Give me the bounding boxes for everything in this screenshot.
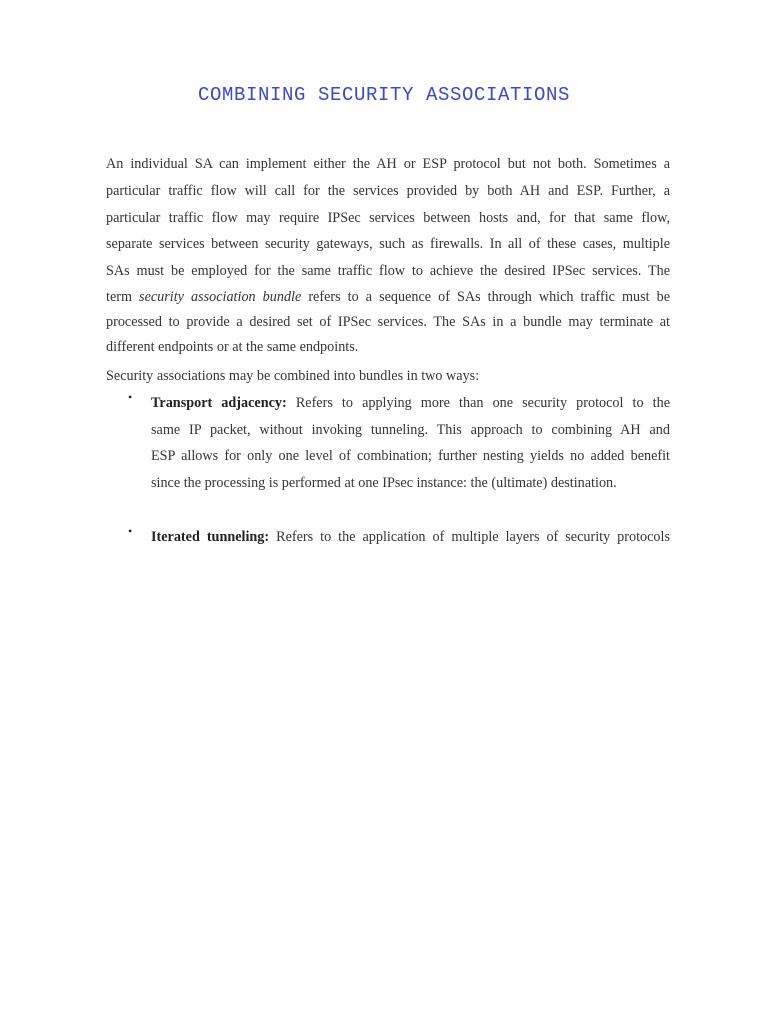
list-item-line: ESP allows for only one level of combination; further nesting yields no added benefit: [151, 448, 670, 465]
list-item-line: since the processing is performed at one IPsec instance: the (ultimate) destination.: [151, 474, 617, 491]
paragraph-line: different endpoints or at the same endpoints.: [106, 338, 359, 355]
paragraph-line: processed to provide a desired set of IPSec services. The SAs in a bundle may terminate at: [106, 313, 670, 330]
paragraph-line: An individual SA can implement either the AH or ESP protocol but not both. Sometimes a: [106, 156, 670, 172]
line-text: refers to a sequence of SAs through which traffic must be: [301, 288, 670, 305]
list-item-line: same IP packet, without invoking tunneling. This approach to combining AH and: [151, 421, 670, 438]
paragraph-line: separate services between security gateways, such as firewalls. In all of these cases, multiple: [106, 236, 670, 253]
italic-term: security association bundle: [139, 288, 302, 305]
paragraph-line-with-term: [106, 285, 670, 310]
bullet-icon: •: [128, 524, 133, 539]
paragraph-line: particular traffic flow will call for the services provided by both AH and ESP. Further, a: [106, 182, 670, 199]
list-item-text: Refers to applying more than one security protocol to the: [286, 395, 670, 411]
bundle-types-list: [106, 390, 670, 551]
list-item-title: Iterated tunneling:: [151, 529, 270, 546]
list-item-iterated-tunneling: [106, 524, 670, 551]
list-item-line: [151, 390, 670, 417]
list-item-text: Refers to the application of multiple layers of security protocols: [269, 529, 670, 546]
paragraph-line: particular traffic flow may require IPSec services between hosts and, for that same flow,: [106, 209, 670, 226]
line-text: term: [106, 288, 140, 305]
document-title: COMBINING SECURITY ASSOCIATIONS: [197, 84, 571, 106]
list-item-title: Transport adjacency:: [151, 395, 287, 411]
bullet-icon: •: [128, 390, 133, 404]
paragraph-line: SAs must be employed for the same traffic flow to achieve the desired IPSec services. The: [106, 263, 670, 280]
bundle-intro-paragraph: Security associations may be combined into bundles in two ways:: [106, 368, 480, 384]
intro-paragraph: [106, 151, 670, 360]
list-item-transport-adjacency: [106, 390, 670, 496]
list-item-line: [151, 524, 670, 551]
